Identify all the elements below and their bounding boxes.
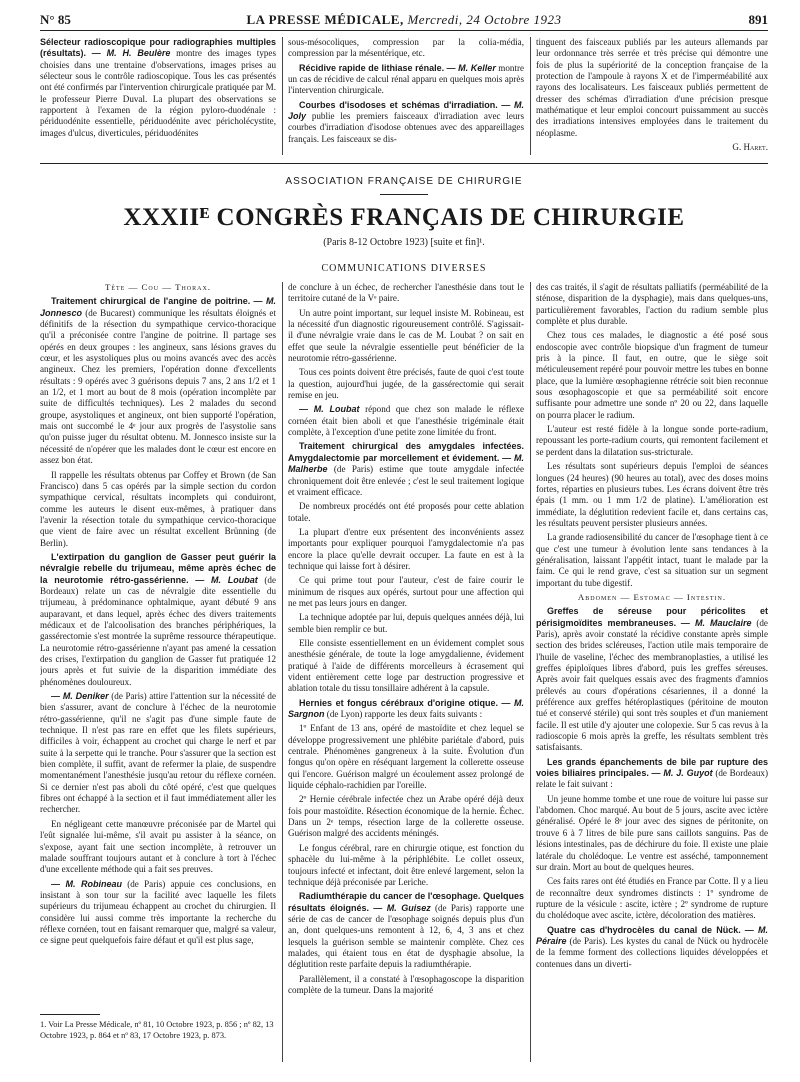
paragraph: L'auteur est resté fidèle à la longue sonde porte-radium, repoussant les porte-radium courts, qui remontent facilement et se perdent dans la dilatation sus-stricturale. xyxy=(536,424,768,457)
congress-title: XXXIIᴱ CONGRÈS FRANÇAIS DE CHIRURGIE xyxy=(123,204,685,231)
footnote-rule xyxy=(40,1014,100,1015)
article-author: — M. Jonnesco xyxy=(40,296,276,318)
column-divider xyxy=(282,37,283,155)
article-author: — M. Péraire xyxy=(536,924,768,946)
section-heading: Tête — Cou — Thorax. xyxy=(104,282,212,292)
article-text: (de Bordeaux) relate un cas de névralgie dite essentielle du trijumeau, à prédominance ophtalmique, ayant débuté 9 ans auparavant, et dans lequel, après échec des divers traitements médicaux et de l'alcoolisation des branches périphériques, la gassérectomie s'est montrée la suprême ressource thérapeutique. La neurotomie rétro-gassérienne n'ayant pas amené la cessation des crises, l'extirpation du ganglion de Gasser fut pratiquée 12 jours après et fut suivie de la disparition immédiate des phénomènes douloureux. xyxy=(40,574,276,687)
communications-heading: COMMUNICATIONS DIVERSES xyxy=(321,263,487,274)
short-rule xyxy=(380,194,428,195)
article-title: Radiumthérapie du cancer de l'œsophage. Quelques résultats éloignés. xyxy=(288,891,524,913)
paragraph: La grande radiosensibilité du cancer de l'œsophage tient à ce que c'est une tumeur à évolution lente sans tendances à la généralisation, laissant l'appétit intact, tuant le malade par la faim. Ce qui le rend grave, c'est sa situation sur un segment important du tube digestif. xyxy=(536,532,768,588)
main-column-3 xyxy=(536,282,768,1072)
paragraph: Les résultats sont supérieurs depuis l'emploi de séances longues (24 heures) (90 heures au total), avec des doses moins fortes, réparties en plusieurs tubes. Les écrans doivent être très épais (1 mm. ou 1 mm 1/2 de platine). L'amélioration est immédiate, la déglutition redevient facile et, dans certains cas, les résultats peuvent persister plusieurs années. xyxy=(536,461,768,528)
article-author: — M. Keller xyxy=(446,62,496,73)
paragraph: De nombreux procédés ont été proposés pour cette ablation totale. xyxy=(288,501,524,523)
article-title: Greffes de séreuse pour péricolites et périsigmoïdites membraneuses. xyxy=(536,606,768,628)
top-column-3 xyxy=(536,37,768,159)
paragraph: Chez tous ces malades, le diagnostic a été posé sous endoscopie avec contrôle biopsique d'un fragment de tumeur pris à la pince. Il faut, en outre, que le siège soit méticuleusement repéré pour pouvoir mettre les tubes en bonne place, que la lumière œsophagienne rétrécie soit bien reconnue sous œsophagoscopie et que sa perméabilité soit encore suffisante pour admettre une sonde nº 20 ou 22, dans laquelle on pourra placer le radium. xyxy=(536,330,768,420)
article-text: (de Paris) estime que toute amygdale infectée chroniquement doit être enlevée ; c'est le seul traitement logique et vraiment efficace. xyxy=(288,464,524,497)
article-text: (de Paris) appuie ces conclusions, en insistant à son tour sur la facilité avec laquelle les filets supérieurs du trijumeau échappent au crochet du chirurgien. Il considère lui aussi comme très importante la recherche du réflexe cornéen, tout en faisant remarquer que, malgré sa valeur, ce signe peut quelquefois faire défaut et qu'il est plus sage, xyxy=(40,878,276,946)
paragraph: tinguent des faisceaux publiés par les auteurs allemands par leur ordonnance très serrée et très précise qui démontre une fois de plus la supériorité de la conception française de la protection de l'ampoule à rayons X et de l'imperméabilité aux rayons des localisateurs. Les faisceaux publiés permettent de dresser des schémas d'irradiation d'une précision presque mathématique et leur emploi concourt puissamment au succès des irradiations intensives employées dans le traitement du néoplasme. xyxy=(536,37,768,138)
section-rule xyxy=(40,163,768,164)
paragraph: Un autre point important, sur lequel insiste M. Robineau, est la nécessité d'un diagnostic rigoureusement contrôlé. S'agissait-il d'une névralgie vraie dans le cas de M. Loubat ? on sait en effet que seule la névralgie essentielle peut bénéficier de la neurotomie rétro-gassérienne. xyxy=(288,307,524,364)
article-author: — M. Mauclaire xyxy=(680,617,752,628)
article-author: — M. Malherbe xyxy=(288,452,524,475)
paragraph: Tous ces points doivent être précisés, faute de quoi c'est toute la question, aujourd'hui jugée, de la gassérectomie qui serait remise en jeu. xyxy=(288,367,524,401)
article-title: Les grands épanchements de bile par rupture des voies biliaires principales. xyxy=(536,756,768,779)
article-title: Récidive rapide de lithiase rénale. xyxy=(299,62,445,73)
journal-name: LA PRESSE MÉDICALE xyxy=(246,12,400,27)
paragraph: Elle consiste essentiellement en un évidement complet sous anesthésie générale, de toute la loge amygdalienne, évidement pratiqué à l'aide de différents morcelleurs à écrasement qui vident entièrement cette loge par destruction progressive et ablation totale du tissu tonsillaire adhérent à la capsule. xyxy=(288,637,524,694)
article-author: — M. Deniker xyxy=(51,691,109,702)
top-column-2 xyxy=(288,37,524,159)
article-title: Traitement chirurgical des amygdales infectées. Amygdalectomie par morcellement et évidement. xyxy=(288,441,524,463)
issue-number: N° 85 xyxy=(40,12,71,27)
article-text: (de Lyon) rapporte les deux faits suivants : xyxy=(326,709,483,720)
paragraph: Un jeune homme tombe et une roue de voiture lui passe sur l'abdomen. Choc marqué. Au bout de 5 jours, ascite avec ictère généralisé. Opéré le 8ᵉ jour avec des signes de péritonite, on trouve 6 à 7 litres de bile pure sans caillots sanguins. Pas de lésions intestinales, pas de déchirure du foie. Il existe une plaie latérale du cholédoque. Le ventre est asséché, tamponnement sur drain. Mort au bout de quelques heures. xyxy=(536,793,768,872)
article-title: Courbes d'isodoses et schémas d'irradiation. xyxy=(299,99,498,110)
article-text: publie les premiers faisceaux d'irradiation avec leurs courbes d'irradiation d'isodose obtenues avec des appareillages français. Les faisceaux se dis- xyxy=(288,111,524,144)
article-author: — M. H. Beulère xyxy=(91,48,171,59)
article-author: — M. Loubat xyxy=(299,404,360,415)
paragraph: de conclure à un échec, de rechercher l'anesthésie dans tout le territoire cutané de la Vᵉ paire. xyxy=(288,282,524,304)
article-title: Sélecteur radioscopique pour radiographies multiples (résultats). xyxy=(40,37,276,59)
article-text: répond que chez son malade le réflexe cornéen était bien aboli et que l'anesthésie trigéminale était complète, à l'exception d'une petite zone limitée du front. xyxy=(288,404,524,438)
paragraph: Ces faits rares ont été étudiés en France par Cotte. Il y a lieu de reconnaître deux syndromes distincts : 1º syndrome de rupture de la vésicule : ascite, ictère ; 2º syndrome de rupture du cholédoque avec ascite, ictère, décoloration des matières. xyxy=(536,876,768,921)
signature: G. Haret. xyxy=(732,142,768,153)
paragraph: Le fongus cérébral, rare en chirurgie otique, est fonction du sphacèle du lui-même à la périphlébite. Le collet osseux, toujours infecté et infectant, doit être enlevé largement, selon la technique déjà préconisée par Leriche. xyxy=(288,842,524,887)
paragraph: Parallèlement, il a constaté à l'œsophagoscope la disparition complète de la tumeur. Dans la majorité xyxy=(288,973,524,995)
article-text: (de Paris), après avoir constaté la récidive constante après simple section des brides scléreuses, l'action utile mais temporaire de l'huile de vaseline, l'échec des membranoplasties, a utilisé les greffes épiploïques libres d'abord, puis les greffes séreuses. Après avoir fait quelques essais avec des fragments d'amnios prélevés au cours d'opérations césariennes, il a donné la préférence aux greffes hétéroplastiques (péritoine de mouton tué et conservé stérile) qui sont très souples et d'un maniement facile. Il est utile d'y ajouter une colopexie. Sur 5 cas revus à la radioscopie 6 mois après la greffe, les résultats semblent très satisfaisants. xyxy=(536,617,768,753)
article-text: (de Paris). Les kystes du canal de Nück ou hydrocèle de la femme forment des collections liquides développées et contenues dans un diverti- xyxy=(536,935,768,969)
article-text: montre un cas de récidive de calcul rénal apparu en quelques mois après l'intervention chirurgicale. xyxy=(288,62,524,96)
article-text: (de Paris) rapporte une série de cas de cancer de l'œsophage soignés depuis plus d'un an, dont quelques-uns remontent à 12, 6, 4, 3 ans et chez lesquels la guérison semble se maintenir complète. Chez ces malades, qui étaient tous en état de dysphagie absolue, la déglutition reste parfaite depuis la radiumthérapie. xyxy=(288,902,524,970)
association-heading: ASSOCIATION FRANÇAISE DE CHIRURGIE xyxy=(285,176,523,187)
page-number: 891 xyxy=(748,12,768,27)
section-heading: Abdomen — Estomac — Intestin. xyxy=(577,591,727,602)
article-author: — M. J. Guyot xyxy=(651,768,713,779)
paragraph: Ce qui prime tout pour l'auteur, c'est de faire courir le minimum de risques aux opérés, surtout pour une affection qui ne met pas leurs jours en danger. xyxy=(288,575,524,608)
article-text: (de Bucarest) communique les résultats éloignés et définitifs de la résection du sympathique cervico-thoracique qu'il a préconisée contre l'angine de poitrine. Il partage ses opérés en deux groupes : les angineux, sans lésions graves du cœur, et les asystoliques plus ou moins avancés avec des accès angineux. Chez les premiers, l'opération donne d'excellents résultats : 9 opérés avec 3 guérisons depuis 7 ans, 2 ans 1/2 et 1 an 1/2, et 1 mort au bout de 8 mois (opération incomplète par suite de difficultés techniques). Les 2 malades du second groupe, asystoliques et angineux, ont bien supporté l'opération, mais ont succombé le 4ᵉ jour aux progrès de l'asystolie sans qu'on puisse juger du résultat obtenu. M. Jonnesco insiste sur la nécessité de n'opérer que les malades dont le cœur est encore en assez bon état. xyxy=(40,307,276,466)
page-header xyxy=(40,12,768,31)
column-divider xyxy=(530,37,531,155)
article-author: — M. Loubat xyxy=(195,574,258,585)
article-title: Quatre cas d'hydrocèles du canal de Nück. xyxy=(547,924,741,935)
paragraph: des cas traités, il s'agit de résultats palliatifs (perméabilité de la sténose, disparition de la dysphagie), mais dans quelques-uns, particulièrement favorables, l'action du radium semble plus complète et plus durable. xyxy=(536,282,768,327)
column-divider xyxy=(530,282,531,1062)
journal-title: LA PRESSE MÉDICALE, Mercredi, 24 Octobre 1923 xyxy=(246,12,562,27)
column-divider xyxy=(282,282,283,1062)
congress-subtitle: (Paris 8-12 Octobre 1923) [suite et fin]¹. xyxy=(323,237,485,248)
article-author: — M. Robineau xyxy=(51,878,122,889)
article-text: montre des images types choisies dans une trentaine d'observations, images prises au sélecteur sous le contrôle radioscopique. Tous les cas présentés ont été confirmés par l'intervention chirurgicale pratiquée par M. le professeur Pierre Duval. La plupart des observations se rapportent à l'examen de la région pyloro-duodénale : périduodénite essentielle, périduodénite avec péricholécystite, images d'ulcus, diverticules, périduodénites xyxy=(40,48,276,138)
article-author: — M. Guisez xyxy=(373,902,431,913)
paragraph: sous-mésocoliques, compression par la colia-média, compression par la mésentérique, etc. xyxy=(288,37,524,59)
article-title: Traitement chirurgical de l'angine de poitrine. xyxy=(51,296,251,307)
article-author: — M. Sargnon xyxy=(288,697,524,720)
paragraph: En négligeant cette manœuvre préconisée par de Martel qui l'eût signalée lui-même, s'il avait pu assister à la séance, on s'expose, ayant fait une section incomplète, à retrouver un malade souffrant toujours autant et à conclure à tort à l'échec d'une excellente méthode qui a fait ses preuves. xyxy=(40,818,276,875)
paragraph: Il rappelle les résultats obtenus par Coffey et Brown (de San Francisco) dans 5 cas opérés par la simple section du cordon sympathique cervical, résultats incomplets qui conduiront, comme les auteurs le disent eux-mêmes, à pratiquer dans l'avenir la résection totale du sympathique cervico-thoracique que vient de faire avec un résultat excellent Brünning (de Berlin). xyxy=(40,469,276,548)
article-title: L'extirpation du ganglion de Gasser peut guérir la névralgie rebelle du trijumeau, même après échec de la neurotomie rétro-gassérienne. xyxy=(40,551,276,585)
main-column-1 xyxy=(40,282,276,1012)
main-column-2 xyxy=(288,282,524,1072)
paragraph: 1º Enfant de 13 ans, opéré de mastoïdite et chez lequel se développe progressivement une phlébite pariétale d'abord, puis centrale. Phénomènes gangreneux à la suite. Évolution d'un fongus qu'on opère en réséquant largement la collerette osseuse qui l'encore. Guérison malgré un écoulement assez prolongé de liquide céphalo-rachidien par l'oreille. xyxy=(288,723,524,791)
paragraph: La plupart d'entre eux présentent des inconvénients assez importants pour expliquer pourquoi l'amygdalectomie n'a pas encore la place qu'elle devrait occuper. La faute en est à la technique qui laisse fort à désirer. xyxy=(288,526,524,571)
article-text: (de Bordeaux) relate le fait suivant : xyxy=(536,768,768,790)
article-text: (de Paris) attire l'attention sur la nécessité de bien s'assurer, avant de conclure à l'échec de la neurotomie rétro-gassérienne, qu'il ne s'agit pas d'une simple faute de technique. Il n'est pas rare en effet que les filets supérieurs, difficiles à voir, échappent au crochet qui charge le nerf et par suite à la serpette qui le tranche. Pour s'assurer que la section est bien complète, il suffit, avant de refermer la plaie, de suspendre momentanément l'anesthésie jusqu'au retour du réflexe cornéen. Si ce dernier n'est pas aboli du côté opéré, c'est que quelques fibres ont échappé à la section et il faut immédiatement aller les rechercher. xyxy=(40,691,276,815)
article-author: — M. Joly xyxy=(288,99,524,122)
paragraph: La technique adoptée par lui, depuis quelques années déjà, lui semble bien remplir ce but. xyxy=(288,612,524,634)
paragraph: 2º Hernie cérébrale infectée chez un Arabe opéré déjà deux fois pour mastoïdite. Résection économique de la hernie. Échec. Dans un 2ᵉ temps, résection large de la collerette osseuse. Guérison malgré des accidents méningés. xyxy=(288,794,524,839)
top-column-1 xyxy=(40,37,276,159)
article-title: Hernies et fongus cérébraux d'origine otique. xyxy=(299,697,499,708)
issue-date: Mercredi, 24 Octobre 1923 xyxy=(407,12,562,27)
footnote: 1. Voir La Presse Médicale, nº 81, 10 Octobre 1923, p. 856 ; nº 82, 13 Octobre 1923, p. 864 et nº 83, 17 Octobre 1923, p. 873. xyxy=(40,1020,274,1040)
